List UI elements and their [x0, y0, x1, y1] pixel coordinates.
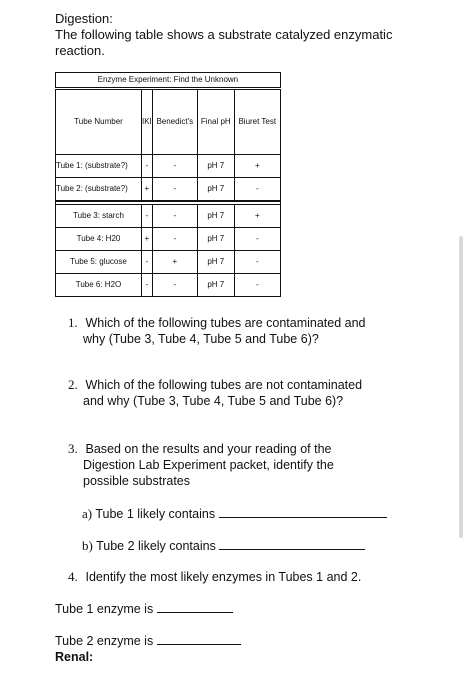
question-3-line-3: possible substrates [83, 474, 191, 488]
question-3b [82, 537, 365, 554]
benedicts-result: - [152, 274, 197, 297]
biuret-result: - [234, 228, 280, 251]
ph-value: pH 7 [197, 251, 234, 274]
ph-value: pH 7 [197, 228, 234, 251]
question-1-number: 1. [68, 315, 78, 330]
scrollbar[interactable] [459, 236, 463, 538]
question-4-text: Identify the most likely enzymes in Tubes 1 and 2. [85, 570, 362, 584]
tube-label: Tube 5: glucose [56, 251, 142, 274]
question-1-line-2: why (Tube 3, Tube 4, Tube 5 and Tube 6)? [83, 332, 319, 346]
benedicts-result: - [152, 205, 197, 228]
table-row [56, 155, 281, 178]
biuret-result: - [234, 178, 280, 202]
iki-result: - [142, 205, 153, 228]
iki-result: + [142, 178, 153, 202]
tube-2-enzyme-line [55, 632, 241, 649]
tube-1-enzyme-blank[interactable] [157, 600, 233, 613]
question-1 [68, 315, 366, 347]
question-4 [68, 569, 361, 585]
header-final-ph: Final pH [197, 89, 234, 155]
tube-label: Tube 1: (substrate?) [56, 155, 142, 178]
iki-result: - [142, 274, 153, 297]
table-row [56, 274, 281, 297]
table-row [56, 178, 281, 202]
ph-value: pH 7 [197, 178, 234, 202]
table-caption: Enzyme Experiment: Find the Unknown [56, 73, 281, 89]
question-3b-letter: b) [82, 538, 93, 553]
question-3a [82, 505, 387, 522]
ph-value: pH 7 [197, 155, 234, 178]
question-3 [68, 441, 334, 489]
page-heading: Digestion: [55, 11, 113, 26]
question-1-line-1: Which of the following tubes are contaminated and [85, 316, 366, 330]
table-row [56, 251, 281, 274]
intro-text: The following table shows a substrate catalyzed enzymatic reaction. [55, 27, 393, 58]
iki-result: + [142, 228, 153, 251]
tube-1-substrate-blank[interactable] [219, 505, 387, 518]
tube-2-enzyme-label: Tube 2 enzyme is [55, 634, 154, 648]
biuret-result: + [234, 205, 280, 228]
question-3-number: 3. [68, 441, 78, 456]
biuret-result: + [234, 155, 280, 178]
question-3-line-1: Based on the results and your reading of the [85, 442, 332, 456]
tube-2-substrate-blank[interactable] [219, 537, 365, 550]
header-tube-number: Tube Number [56, 89, 142, 155]
question-2 [68, 377, 362, 409]
iki-result: - [142, 155, 153, 178]
benedicts-result: - [152, 155, 197, 178]
question-3-line-2: Digestion Lab Experiment packet, identify the [83, 458, 334, 472]
tube-label: Tube 3: starch [56, 205, 142, 228]
header-biuret: Biuret Test [234, 89, 280, 155]
iki-result: - [142, 251, 153, 274]
tube-2-enzyme-blank[interactable] [157, 632, 241, 645]
question-3a-text: Tube 1 likely contains [95, 507, 216, 521]
question-4-number: 4. [68, 569, 78, 584]
table-row [56, 205, 281, 228]
question-2-number: 2. [68, 377, 78, 392]
benedicts-result: - [152, 178, 197, 202]
header-iki: IKI [142, 89, 153, 155]
benedicts-result: - [152, 228, 197, 251]
tube-label: Tube 2: (substrate?) [56, 178, 142, 202]
biuret-result: - [234, 251, 280, 274]
question-2-line-1: Which of the following tubes are not contaminated [85, 378, 363, 392]
ph-value: pH 7 [197, 205, 234, 228]
tube-1-enzyme-label: Tube 1 enzyme is [55, 602, 154, 616]
tube-label: Tube 4: H20 [56, 228, 142, 251]
header-benedicts: Benedict's [152, 89, 197, 155]
ph-value: pH 7 [197, 274, 234, 297]
biuret-result: - [234, 274, 280, 297]
tube-1-enzyme-line [55, 600, 233, 617]
enzyme-table [55, 72, 281, 297]
question-2-line-2: and why (Tube 3, Tube 4, Tube 5 and Tube 6)? [83, 394, 344, 408]
question-3b-text: Tube 2 likely contains [96, 539, 216, 553]
tube-label: Tube 6: H2O [56, 274, 142, 297]
renal-heading: Renal: [55, 650, 94, 664]
question-3a-letter: a) [82, 506, 93, 521]
table-row [56, 228, 281, 251]
benedicts-result: + [152, 251, 197, 274]
